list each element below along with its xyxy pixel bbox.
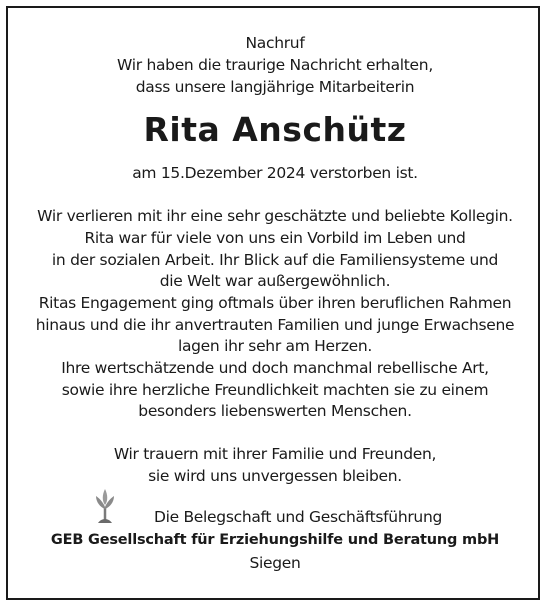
body-line-10: besonders liebenswerten Menschen.: [138, 402, 412, 420]
body-line-6: hinaus und die ihr anvertrauten Familien und junge Erwachsene: [35, 316, 515, 334]
intro-line-2: dass unsere langjährige Mitarbeiterin: [135, 78, 415, 96]
body-line-7: lagen ihr sehr am Herzen.: [177, 337, 373, 355]
deceased-name: Rita Anschütz: [143, 110, 407, 149]
body-line-3: in der sozialen Arbeit. Ihr Blick auf die Familiensysteme und: [51, 251, 499, 269]
body-line-9: sowie ihre herzliche Freundlichkeit machten sie zu einem: [61, 381, 489, 399]
signature-staff: Die Belegschaft und Geschäftsführung: [153, 508, 443, 526]
body-line-5: Ritas Engagement ging oftmals über ihren beruflichen Rahmen: [38, 294, 512, 312]
body-line-4: die Welt war außergewöhnlich.: [159, 272, 391, 290]
date-line: am 15.Dezember 2024 verstorben ist.: [132, 164, 418, 182]
mourning-line-2: sie wird uns unvergessen bleiben.: [148, 467, 402, 485]
body-line-1: Wir verlieren mit ihr eine sehr geschätzte und beliebte Kollegin.: [37, 207, 513, 225]
body-line-2: Rita war für viele von uns ein Vorbild im Leben und: [84, 229, 466, 247]
intro-line-1: Wir haben die traurige Nachricht erhalten,: [117, 56, 433, 74]
signature-organization: GEB Gesellschaft für Erziehungshilfe und Beratung mbH: [50, 532, 500, 548]
signature-city: Siegen: [249, 554, 301, 572]
body-line-8: Ihre wertschätzende und doch manchmal rebellische Art,: [61, 359, 489, 377]
mourning-line-1: Wir trauern mit ihrer Familie und Freunden,: [113, 445, 437, 463]
notice-label: Nachruf: [245, 34, 305, 52]
